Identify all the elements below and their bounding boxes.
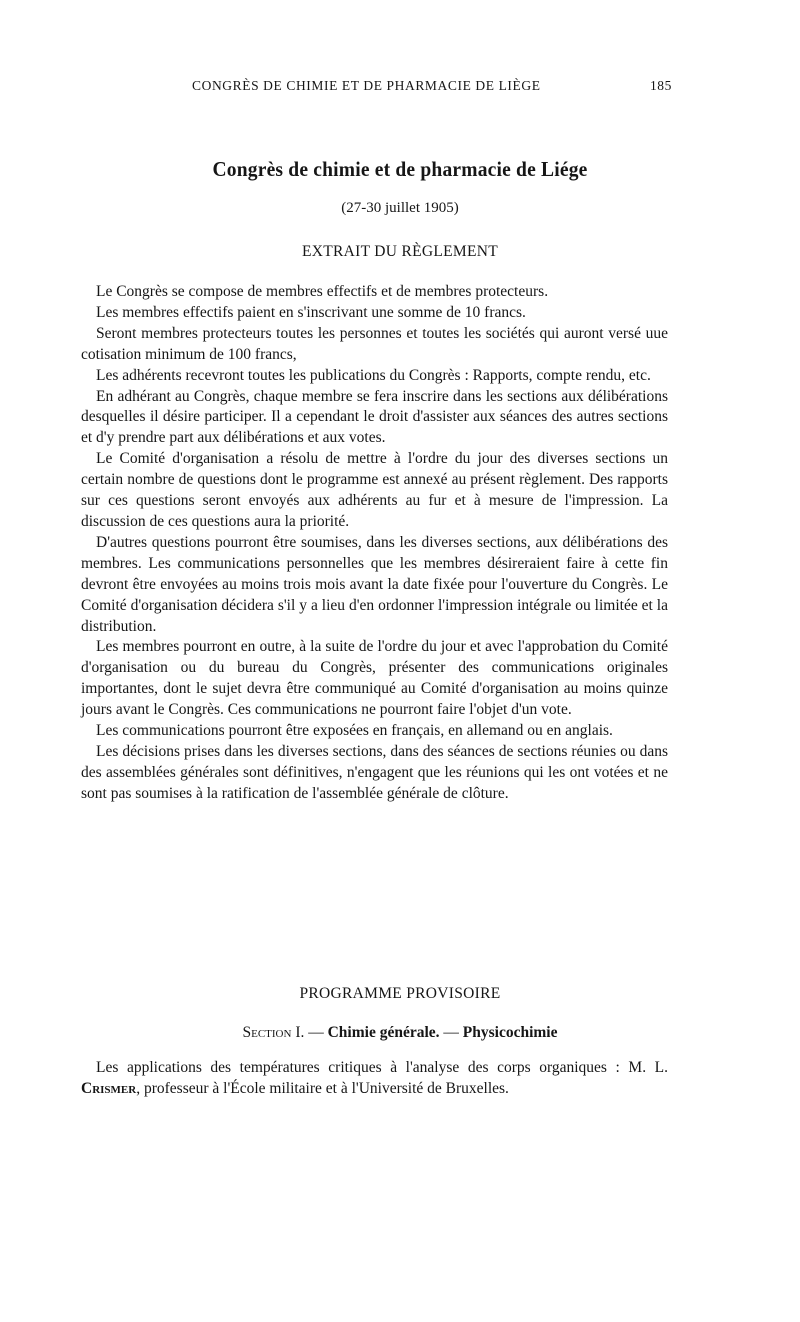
article-dates: (27-30 juillet 1905) [341, 200, 459, 216]
section-label: Section I. [242, 1024, 305, 1041]
paragraph: Seront membres protecteurs toutes les personnes et toutes les sociétés qui auront versé uue cotisation minimum de 100 francs, [81, 324, 668, 363]
paragraph: En adhérant au Congrès, chaque membre se fera inscrire dans les sections aux délibérations desquelles il désire participer. Il a cependant le droit d'assister aux séances des autres sections et d'y prendre part aux délibérations et aux votes. [81, 387, 668, 447]
section-dash: — [304, 1024, 328, 1041]
extract-heading: EXTRAIT DU RÈGLEMENT [302, 243, 498, 260]
section-subtitle: Physicochimie [462, 1024, 558, 1041]
entry-text: , professeur à l'École militaire et à l'Université de Bruxelles. [136, 1079, 509, 1097]
section-dash: — [439, 1024, 463, 1041]
programme-text [81, 1058, 668, 1100]
author-name: Crismer [81, 1079, 137, 1097]
paragraph: Le Congrès se compose de membres effectifs et de membres protecteurs. [96, 283, 549, 300]
programme-entry [81, 1058, 668, 1100]
paragraph: Les communications pourront être exposées en français, en allemand ou en anglais. [96, 722, 613, 740]
running-head-title: CONGRÈS DE CHIMIE ET DE PHARMACIE DE LIÈGE [192, 78, 541, 93]
section-name: Chimie générale. [327, 1024, 440, 1041]
paragraph: Les membres pourront en outre, à la suite de l'ordre du jour et avec l'approbation du Comité d'organisation ou du bureau du Congrès, présenter des communications originales importantes, dont le sujet devra être communiqué au Comité d'organisation au moins quinze jours avant le Congrès. Ces communications ne pourront faire l'objet d'un vote. [81, 638, 668, 719]
regulation-text [81, 282, 668, 805]
page-number: 185 [649, 78, 672, 93]
programme-heading: PROGRAMME PROVISOIRE [299, 985, 501, 1002]
paragraph: D'autres questions pourront être soumises, dans les diverses sections, aux délibérations des membres. Les communications personnelles que les membres désireraient faire à cette fin devront être envoyées au moins trois mois avant la date fixée pour l'ouverture du Congrès. Le Comité d'organisation décidera s'il y a lieu d'en ordonner l'impression intégrale ou limitée et la distribution. [81, 533, 668, 635]
paragraph: Les décisions prises dans les diverses sections, dans des séances de sections réunies ou dans des assemblées générales sont définitives, n'engagent que les réunions qui les ont votées et ne sont pas soumises à la ratification de l'assemblée générale de clôture. [81, 742, 668, 802]
article-title: Congrès de chimie et de pharmacie de Liége [212, 157, 588, 181]
entry-text: Les applications des températures critiques à l'analyse des corps organiques : M. L. [96, 1059, 668, 1076]
paragraph: Les adhérents recevront toutes les publications du Congrès : Rapports, compte rendu, etc. [96, 366, 651, 384]
running-head [82, 78, 672, 100]
section-heading [0, 1024, 800, 1042]
paragraph: Le Comité d'organisation a résolu de mettre à l'ordre du jour des diverses sections un certain nombre de questions dont le programme est annexé au présent règlement. Des rapports sur ces questions seront envoyés aux adhérents au fur et à mesure de l'impression. La discussion de ces questions aura la priorité. [81, 450, 668, 530]
paragraph: Les membres effectifs paient en s'inscrivant une somme de 10 francs. [96, 303, 526, 321]
